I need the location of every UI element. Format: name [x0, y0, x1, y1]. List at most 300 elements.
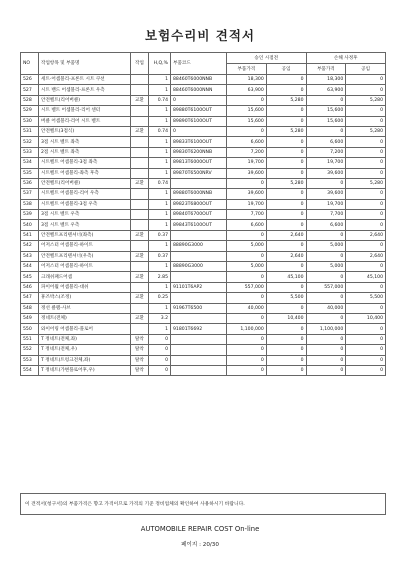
table-row [21, 220, 386, 230]
row-hq: 1 [149, 116, 171, 126]
row-hq: 0.37 [149, 230, 171, 240]
row-approved-part: 0 [227, 355, 267, 365]
row-no: 551 [21, 334, 39, 344]
row-hq: 1 [149, 220, 171, 230]
row-no: 537 [21, 189, 39, 199]
row-rejected-part: 0 [306, 313, 346, 323]
row-code: 91967T6500 [171, 303, 227, 313]
row-code [171, 345, 227, 355]
row-item: T 정네트(전체,좌) [39, 334, 131, 344]
row-approved-labor: 5,500 [266, 293, 306, 303]
row-approved-part: 0 [227, 293, 267, 303]
row-no: 549 [21, 313, 39, 323]
row-hq: 1 [149, 137, 171, 147]
row-code: 91801T6692 [171, 324, 227, 334]
row-approved-part: 19,700 [227, 158, 267, 168]
row-approved-part: 0 [227, 178, 267, 188]
row-rejected-part: 39,600 [306, 189, 346, 199]
row-no: 535 [21, 168, 39, 178]
row-item: 버클 어셈블리-리어 시트 벨트 [39, 116, 131, 126]
row-approved-part: 1,100,000 [227, 324, 267, 334]
row-hq: 0.74 [149, 126, 171, 136]
row-rejected-part: 0 [306, 178, 346, 188]
row-no: 527 [21, 85, 39, 95]
row-work [131, 220, 149, 230]
row-code [171, 272, 227, 282]
row-approved-part: 15,600 [227, 106, 267, 116]
row-rejected-labor: 0 [346, 210, 386, 220]
table-row [21, 85, 386, 95]
table-row [21, 293, 386, 303]
row-item: 와이어링 어셈블리-플로어 [39, 324, 131, 334]
row-no: 545 [21, 272, 39, 282]
row-no: 544 [21, 262, 39, 272]
row-rejected-labor: 0 [346, 147, 386, 157]
table-row [21, 158, 386, 168]
row-code: 0 [171, 95, 227, 105]
estimate-rows [21, 75, 386, 376]
row-item: 시트 벨트 어셈블리-리어 센터 [39, 106, 131, 116]
table-row [21, 178, 386, 188]
row-rejected-part: 19,700 [306, 199, 346, 209]
row-rejected-labor: 5,280 [346, 126, 386, 136]
row-no: 546 [21, 282, 39, 292]
row-rejected-part: 0 [306, 355, 346, 365]
header-rejected-part: 부품가격 [306, 64, 346, 75]
row-no: 533 [21, 147, 39, 157]
row-code: 89823T6800OUT [171, 199, 227, 209]
row-item: 정네트(전체) [39, 313, 131, 323]
row-rejected-labor: 0 [346, 85, 386, 95]
row-hq: 1 [149, 241, 171, 251]
row-work [131, 85, 149, 95]
row-approved-part: 6,600 [227, 137, 267, 147]
table-row [21, 116, 386, 126]
row-rejected-labor: 2,640 [346, 230, 386, 240]
row-hq: 2.85 [149, 272, 171, 282]
row-approved-labor: 0 [266, 75, 306, 85]
row-hq: 0 [149, 345, 171, 355]
row-code: 89840T6700OUT [171, 210, 227, 220]
row-approved-part: 557,000 [227, 282, 267, 292]
row-work [131, 324, 149, 334]
row-approved-labor: 5,280 [266, 178, 306, 188]
row-code [171, 334, 227, 344]
row-code: 89830T6200NNB [171, 147, 227, 157]
row-code: 88890G3000 [171, 241, 227, 251]
row-rejected-labor: 5,280 [346, 95, 386, 105]
table-row [21, 230, 386, 240]
row-no: 531 [21, 126, 39, 136]
row-work: 탈착 [131, 355, 149, 365]
row-approved-labor: 0 [266, 137, 306, 147]
header-item: 작업항목 및 부품명 [39, 53, 131, 75]
row-no: 541 [21, 230, 39, 240]
row-item: 2점 시트 벨트 좌측 [39, 147, 131, 157]
row-rejected-labor: 10,400 [346, 313, 386, 323]
row-rejected-labor: 2,640 [346, 251, 386, 261]
row-rejected-part: 0 [306, 230, 346, 240]
row-item: 세트·어셈블리-프론트 시트 쿠션 [39, 75, 131, 85]
row-rejected-labor: 0 [346, 303, 386, 313]
row-approved-labor: 0 [266, 210, 306, 220]
row-no: 548 [21, 303, 39, 313]
row-item: T 정네트(트렁크전체,좌) [39, 355, 131, 365]
row-rejected-part: 0 [306, 95, 346, 105]
row-rejected-part: 15,600 [306, 116, 346, 126]
row-approved-part: 39,600 [227, 189, 267, 199]
table-row [21, 365, 386, 375]
row-code [171, 230, 227, 240]
row-rejected-part: 0 [306, 334, 346, 344]
row-approved-labor: 0 [266, 345, 306, 355]
row-approved-labor: 45,100 [266, 272, 306, 282]
header-work: 작업 [131, 53, 149, 75]
disclaimer-note: 이 견적서(청구서)의 부품가격은 향고 가격이므로 가격의 기준 정비업체의 확인하여 사용하시기 바랍니다. [20, 493, 386, 515]
row-rejected-part: 5,000 [306, 262, 346, 272]
row-approved-labor: 0 [266, 324, 306, 334]
header-hq: H,Q,% [149, 53, 171, 75]
row-work [131, 147, 149, 157]
row-rejected-part: 40,000 [306, 303, 346, 313]
row-hq: 0 [149, 355, 171, 365]
row-approved-part: 40,000 [227, 303, 267, 313]
row-approved-labor: 0 [266, 168, 306, 178]
table-row [21, 334, 386, 344]
row-no: 526 [21, 75, 39, 85]
row-item: 3점 시트 벨트 우측 [39, 210, 131, 220]
footer-text: AUTOMOBILE REPAIR COST On-line [140, 525, 260, 533]
row-rejected-part: 39,600 [306, 168, 346, 178]
row-approved-labor: 0 [266, 189, 306, 199]
row-approved-part: 0 [227, 313, 267, 323]
row-rejected-labor: 0 [346, 365, 386, 375]
row-approved-labor: 0 [266, 365, 306, 375]
row-item: 시트벨트 어셈블리-3점 좌측 [39, 158, 131, 168]
row-rejected-part: 0 [306, 345, 346, 355]
row-rejected-part: 7,200 [306, 147, 346, 157]
table-row [21, 272, 386, 282]
row-work: 교환 [131, 251, 149, 261]
row-item: 어저스터 어셈블리-하이트 [39, 262, 131, 272]
row-no: 550 [21, 324, 39, 334]
row-item: T 정네트(가변플로어후,우) [39, 365, 131, 375]
row-approved-labor: 2,640 [266, 251, 306, 261]
row-item: 안전벨트프리텐셔너(좌측) [39, 230, 131, 240]
row-work: 교환 [131, 95, 149, 105]
table-row [21, 324, 386, 334]
row-work [131, 241, 149, 251]
row-approved-labor: 0 [266, 116, 306, 126]
row-no: 540 [21, 220, 39, 230]
row-rejected-part: 7,700 [306, 210, 346, 220]
row-work [131, 75, 149, 85]
row-rejected-labor: 5,500 [346, 293, 386, 303]
row-rejected-labor: 0 [346, 345, 386, 355]
row-code [171, 355, 227, 365]
row-rejected-part: 6,600 [306, 137, 346, 147]
row-hq: 0.74 [149, 95, 171, 105]
row-no: 528 [21, 95, 39, 105]
table-row [21, 126, 386, 136]
row-approved-part: 0 [227, 230, 267, 240]
row-approved-part: 7,700 [227, 210, 267, 220]
row-approved-labor: 0 [266, 220, 306, 230]
table-row [21, 106, 386, 116]
row-no: 554 [21, 365, 39, 375]
row-rejected-labor: 0 [346, 189, 386, 199]
row-approved-part: 0 [227, 345, 267, 355]
row-no: 547 [21, 293, 39, 303]
row-hq: 1 [149, 75, 171, 85]
row-hq: 1 [149, 324, 171, 334]
row-approved-part: 15,600 [227, 116, 267, 126]
row-code: 89843T6100OUT [171, 220, 227, 230]
row-no: 538 [21, 199, 39, 209]
row-approved-labor: 0 [266, 241, 306, 251]
row-item: 시트 밴드 어셈블리-프론트 우측 [39, 85, 131, 95]
row-code: 89880T6000NNB [171, 189, 227, 199]
row-rejected-labor: 0 [346, 116, 386, 126]
row-rejected-part: 0 [306, 293, 346, 303]
row-item: 안전벨트(3점식) [39, 126, 131, 136]
row-rejected-labor: 0 [346, 199, 386, 209]
row-hq: 1 [149, 303, 171, 313]
row-code: 88460T6000NNB [171, 75, 227, 85]
row-item: 3점 시트 벨트 좌측 [39, 137, 131, 147]
table-row [21, 147, 386, 157]
row-no: 530 [21, 116, 39, 126]
row-rejected-labor: 0 [346, 324, 386, 334]
row-work: 교환 [131, 293, 149, 303]
row-hq: 1 [149, 106, 171, 116]
row-approved-labor: 0 [266, 106, 306, 116]
row-rejected-part: 63,900 [306, 85, 346, 95]
row-hq: 1 [149, 199, 171, 209]
row-approved-labor: 2,640 [266, 230, 306, 240]
row-hq: 3.2 [149, 313, 171, 323]
row-no: 529 [21, 106, 39, 116]
row-rejected-labor: 0 [346, 220, 386, 230]
row-item: 시트벨트 어셈블리-좌측 후측 [39, 168, 131, 178]
row-work [131, 116, 149, 126]
row-work: 탈착 [131, 334, 149, 344]
table-row [21, 262, 386, 272]
row-code: 0 [171, 126, 227, 136]
row-work: 교환 [131, 313, 149, 323]
row-item: 3점 시트 벨트 우측 [39, 220, 131, 230]
row-item: 안전벨트(리어버클) [39, 95, 131, 105]
row-work: 탈착 [131, 345, 149, 355]
row-rejected-labor: 0 [346, 137, 386, 147]
row-hq: 1 [149, 262, 171, 272]
table-row [21, 189, 386, 199]
row-work [131, 303, 149, 313]
table-row [21, 355, 386, 365]
row-approved-labor: 0 [266, 355, 306, 365]
row-work: 교환 [131, 272, 149, 282]
row-code [171, 365, 227, 375]
table-row [21, 75, 386, 85]
row-item: 휴즈박스(조정) [39, 293, 131, 303]
row-code [171, 293, 227, 303]
row-work: 교환 [131, 178, 149, 188]
row-no: 552 [21, 345, 39, 355]
row-rejected-part: 1,100,000 [306, 324, 346, 334]
row-hq: 1 [149, 147, 171, 157]
row-code: 88890G3000 [171, 262, 227, 272]
header-approved-part: 부품가격 [227, 64, 267, 75]
row-approved-part: 63,900 [227, 85, 267, 95]
document-title: 보험수리비 견적서 [145, 28, 255, 43]
row-approved-part: 18,300 [227, 75, 267, 85]
row-item: 어저스터 어셈블리-하이트 [39, 241, 131, 251]
row-approved-part: 0 [227, 334, 267, 344]
row-rejected-labor: 0 [346, 168, 386, 178]
table-row [21, 251, 386, 261]
row-item: 정선 클램-사브 [39, 303, 131, 313]
row-rejected-part: 15,600 [306, 106, 346, 116]
row-item: 파이어월 어셈블리-대쉬 [39, 282, 131, 292]
row-approved-part: 39,600 [227, 168, 267, 178]
row-no: 542 [21, 241, 39, 251]
row-no: 536 [21, 178, 39, 188]
page-number: 페이지 : 20/30 [181, 542, 219, 548]
table-row [21, 345, 386, 355]
row-approved-labor: 0 [266, 199, 306, 209]
row-code: 89880T6100OUT [171, 106, 227, 116]
row-rejected-part: 18,300 [306, 75, 346, 85]
row-hq: 1 [149, 282, 171, 292]
row-rejected-labor: 0 [346, 262, 386, 272]
row-approved-labor: 5,280 [266, 95, 306, 105]
row-approved-part: 0 [227, 365, 267, 375]
header-code: 부품코드 [171, 53, 227, 75]
row-hq: 0.74 [149, 178, 171, 188]
row-work [131, 106, 149, 116]
table-row [21, 241, 386, 251]
row-work [131, 168, 149, 178]
row-item: 시트벨트 어셈블리-3점 우측 [39, 199, 131, 209]
header-approved-labor: 공임 [266, 64, 306, 75]
row-work [131, 199, 149, 209]
row-no: 553 [21, 355, 39, 365]
table-row [21, 282, 386, 292]
row-code: 89813T6000OUT [171, 158, 227, 168]
row-rejected-part: 0 [306, 272, 346, 282]
row-rejected-labor: 45,100 [346, 272, 386, 282]
row-hq: 0.25 [149, 293, 171, 303]
row-rejected-labor: 0 [346, 282, 386, 292]
row-work [131, 158, 149, 168]
row-approved-part: 5,000 [227, 241, 267, 251]
row-rejected-part: 0 [306, 251, 346, 261]
row-no: 543 [21, 251, 39, 261]
row-rejected-labor: 0 [346, 75, 386, 85]
table-row [21, 168, 386, 178]
row-approved-part: 19,700 [227, 199, 267, 209]
row-hq: 1 [149, 168, 171, 178]
row-work: 교환 [131, 230, 149, 240]
row-code: 89890T6100OUT [171, 116, 227, 126]
row-item: 시트벨트 어셈블리-리어 우측 [39, 189, 131, 199]
row-item: T 정네트(전체,우) [39, 345, 131, 355]
row-work [131, 262, 149, 272]
row-approved-part: 0 [227, 251, 267, 261]
row-approved-labor: 0 [266, 85, 306, 95]
row-approved-labor: 0 [266, 158, 306, 168]
row-item: 안전벨트(리어버클) [39, 178, 131, 188]
row-item: 크래쉬패드어셈 [39, 272, 131, 282]
row-code [171, 178, 227, 188]
row-rejected-part: 5,000 [306, 241, 346, 251]
table-row [21, 210, 386, 220]
row-work [131, 137, 149, 147]
row-rejected-part: 6,600 [306, 220, 346, 230]
row-approved-labor: 10,400 [266, 313, 306, 323]
row-work [131, 282, 149, 292]
row-approved-labor: 0 [266, 334, 306, 344]
row-work: 교환 [131, 126, 149, 136]
row-code: 89870T6500NRV [171, 168, 227, 178]
row-no: 539 [21, 210, 39, 220]
row-rejected-part: 0 [306, 126, 346, 136]
table-row [21, 303, 386, 313]
row-rejected-labor: 0 [346, 158, 386, 168]
row-rejected-part: 557,000 [306, 282, 346, 292]
row-hq: 1 [149, 210, 171, 220]
row-hq: 1 [149, 158, 171, 168]
row-code [171, 313, 227, 323]
row-rejected-labor: 0 [346, 106, 386, 116]
row-rejected-part: 19,700 [306, 158, 346, 168]
row-hq: 0.37 [149, 251, 171, 261]
row-approved-part: 6,600 [227, 220, 267, 230]
row-rejected-labor: 0 [346, 355, 386, 365]
header-approved: 승인 시점전 [227, 53, 307, 64]
row-approved-labor: 0 [266, 282, 306, 292]
row-code: 89833T6100OUT [171, 137, 227, 147]
row-work [131, 189, 149, 199]
row-code: 91101T6AP2 [171, 282, 227, 292]
row-item: 안전벨트프리텐셔너(우측) [39, 251, 131, 261]
header-rejected-labor: 공임 [346, 64, 386, 75]
row-no: 532 [21, 137, 39, 147]
row-hq: 1 [149, 189, 171, 199]
header-no: NO [21, 53, 39, 75]
row-no: 534 [21, 158, 39, 168]
row-approved-part: 0 [227, 126, 267, 136]
row-hq: 0 [149, 334, 171, 344]
row-approved-part: 0 [227, 95, 267, 105]
row-approved-part: 5,000 [227, 262, 267, 272]
table-row [21, 95, 386, 105]
row-work: 탈착 [131, 365, 149, 375]
row-approved-part: 7,200 [227, 147, 267, 157]
row-code: 88460T6000NNN [171, 85, 227, 95]
table-row [21, 137, 386, 147]
row-rejected-part: 0 [306, 365, 346, 375]
row-rejected-labor: 5,280 [346, 178, 386, 188]
row-approved-labor: 0 [266, 303, 306, 313]
estimate-table [20, 52, 386, 376]
table-row [21, 313, 386, 323]
row-rejected-labor: 0 [346, 241, 386, 251]
row-approved-part: 0 [227, 272, 267, 282]
row-work [131, 210, 149, 220]
row-hq: 0 [149, 365, 171, 375]
row-code [171, 251, 227, 261]
